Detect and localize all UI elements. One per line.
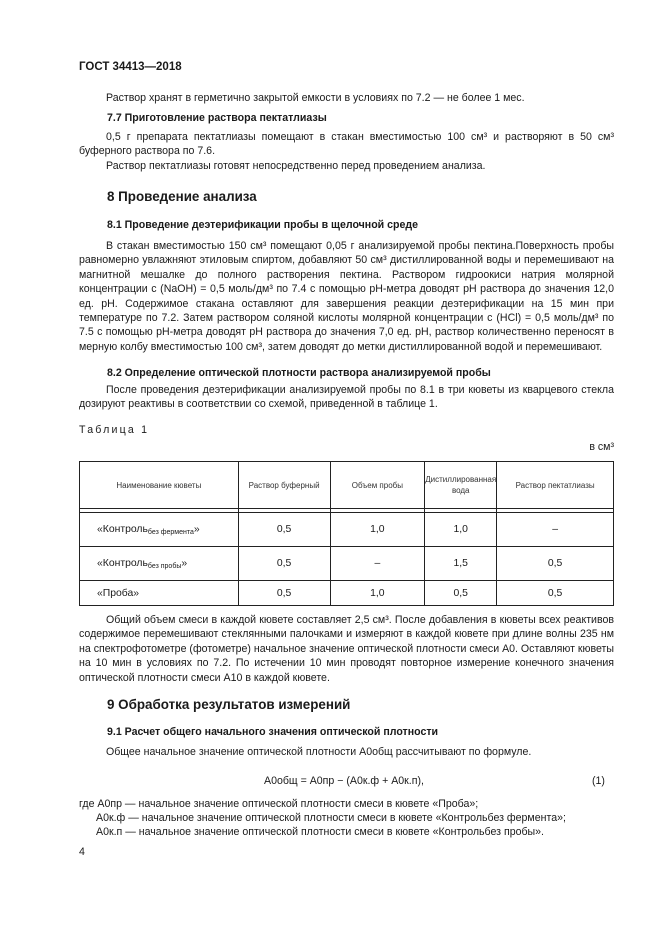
table-row (80, 513, 614, 547)
table-cell: 1,0 (330, 581, 425, 606)
section-8-2-title: 8.2 Определение оптической плотности раствора анализируемой пробы (107, 367, 491, 379)
row-label: «Контроль$_{без фермента}$» (80, 513, 239, 547)
reagent-table (79, 461, 614, 606)
table-cell: 1,0 (425, 513, 497, 547)
table-cell: 0,5 (497, 581, 614, 606)
intro-paragraph: Раствор хранят в герметично закрытой емкости в условиях по 7.2 — не более 1 мес. (106, 92, 525, 104)
header-cell: Раствор буферный (238, 462, 330, 509)
header-cell: Объем пробы (330, 462, 425, 509)
formula-1: A0общ = A0пр − (A0к.ф + A0к.п), (264, 775, 424, 787)
where-line-2: A0к.ф — начальное значение оптической плотности смеси в кювете «Контрольбез фермента»; (96, 812, 566, 824)
formula-number: (1) (592, 775, 605, 787)
table-cell: – (330, 547, 425, 581)
section-7-7-body (79, 130, 614, 173)
section-8-title: 8 Проведение анализа (107, 189, 257, 204)
document-header: ГОСТ 34413—2018 (79, 61, 182, 73)
after-table-paragraph: Общий объем смеси в каждой кювете составляет 2,5 см³. После добавления в кюветы всех реактивов содержимое перемешивают стеклянными палочками и измеряют в каждой кювете при длине волны 235 нм на спектрофотометре (фотометре) начальное значение оптической плотности смеси A0. Оставляют кюветы на 10 мин в условиях по 7.2. По истечении 10 мин проводят повторное измерение конечного значения оптической плотности смеси A10 в каждой кювете. (79, 614, 614, 684)
table-cell: 0,5 (497, 547, 614, 581)
table-cell: 0,5 (238, 513, 330, 547)
table-cell: 1,5 (425, 547, 497, 581)
table-cell: 0,5 (238, 547, 330, 581)
table-cell: – (497, 513, 614, 547)
paragraph: Раствор пектатлиазы готовят непосредственно перед проведением анализа. (106, 159, 486, 172)
page-number: 4 (79, 846, 85, 858)
section-9-1-body: Общее начальное значение оптической плотности A0общ рассчитывают по формуле. (106, 746, 532, 758)
section-8-1-title: 8.1 Проведение деэтерификации пробы в щелочной среде (107, 219, 419, 231)
paragraph: 0,5 г препарата пектатлиазы помещают в стакан вместимостью 100 см³ и растворяют в 50 см³ буферного раствора по 7.6. (79, 131, 614, 158)
header-cell: Дистиллированная вода (425, 462, 497, 509)
table-row (80, 547, 614, 581)
section-8-2-body: После проведения деэтерификации анализируемой пробы по 8.1 в три кюветы из кварцевого стекла дозируют реактивы в соответствии со схемой, приведенной в таблице 1. (79, 384, 614, 411)
header-cell: Наименование кюветы (80, 462, 239, 509)
row-label: «Контроль$_{без пробы}$» (80, 547, 239, 581)
table-row (80, 581, 614, 606)
section-8-1-body: В стакан вместимостью 150 см³ помещают 0,05 г анализируемой пробы пектина.Поверхность пробы равномерно увлажняют этиловым спиртом, добавляют 50 см³ дистиллированной воды и перемешивают на магнитной мешалке до полного растворения пектина. Раствором гидроокиси натрия молярной концентрации c (NaOH) = 0,5 моль/дм³ по 7.4 с помощью pH-метра доводят pH раствора до значения 12,0 ед. pH. Содержимое стакана оставляют для завершения реакции деэтерификации на 15 мин при температуре по 7.2. Затем раствором соляной кислоты молярной концентрации c (HCl) = 0,5 моль/дм³ по 7.5 с помощью pH-метра доводят pH раствора до значения 7,0 ед. pH, раствор количественно переносят в мерную колбу вместимостью 100 см³, затем доводят до метки дистиллированной водой и перемешивают. (79, 240, 614, 353)
table-header-row (80, 462, 614, 509)
section-9-title: 9 Обработка результатов измерений (107, 697, 351, 712)
where-line-3: A0к.п — начальное значение оптической плотности смеси в кювете «Контрольбез пробы». (96, 826, 544, 838)
header-cell: Раствор пектатлиазы (497, 462, 614, 509)
where-line-1: где A0пр — начальное значение оптической плотности смеси в кювете «Проба»; (79, 798, 479, 810)
table-cell: 1,0 (330, 513, 425, 547)
table-caption: Таблица 1 (79, 424, 150, 436)
table-cell: 0,5 (425, 581, 497, 606)
table-cell: 0,5 (238, 581, 330, 606)
section-7-7-title: 7.7 Приготовление раствора пектатлиазы (107, 112, 327, 124)
section-9-1-title: 9.1 Расчет общего начального значения оптической плотности (107, 726, 439, 738)
table-unit: в см³ (589, 441, 614, 453)
row-label: «Проба» (80, 581, 239, 606)
